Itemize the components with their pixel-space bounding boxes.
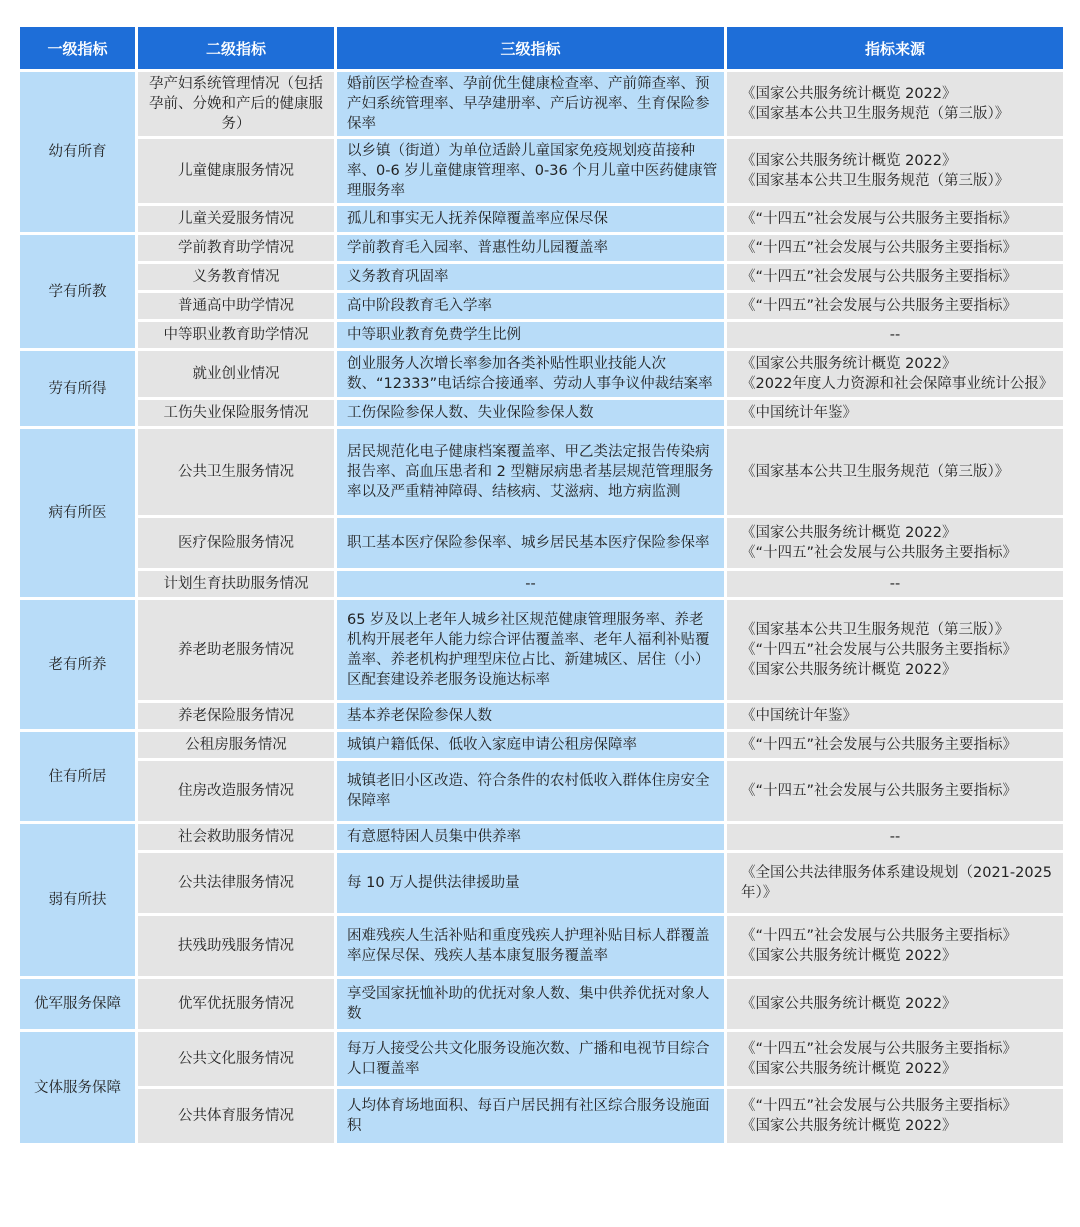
source-line: 《“十四五”社会发展与公共服务主要指标》	[741, 783, 1018, 799]
level3-cell: --	[337, 571, 724, 597]
source-cell	[727, 1089, 1063, 1143]
source-cell	[727, 824, 1063, 850]
table-row	[20, 824, 1063, 850]
table-row	[20, 72, 1063, 136]
source-cell	[727, 853, 1063, 913]
level2-cell: 养老助老服务情况	[138, 600, 334, 700]
table-row	[20, 264, 1063, 290]
source-line: --	[889, 327, 901, 343]
source-cell	[727, 322, 1063, 348]
level2-cell: 公共法律服务情况	[138, 853, 334, 913]
level3-cell: 每 10 万人提供法律援助量	[337, 853, 724, 913]
table-row	[20, 703, 1063, 729]
level3-cell: 中等职业教育免费学生比例	[337, 322, 724, 348]
source-cell	[727, 916, 1063, 976]
level3-cell: 孤儿和事实无人抚养保障覆盖率应保尽保	[337, 206, 724, 232]
level2-cell: 社会救助服务情况	[138, 824, 334, 850]
source-line: 《国家公共服务统计概览 2022》	[741, 662, 957, 678]
source-line: 《国家基本公共卫生服务规范（第三版）》	[741, 106, 1010, 122]
level2-cell: 优军优抚服务情况	[138, 979, 334, 1029]
source-cell	[727, 293, 1063, 319]
level2-cell: 孕产妇系统管理情况（包括孕前、分娩和产后的健康服务）	[138, 72, 334, 136]
source-line: 《2022年度人力资源和社会保障事业统计公报》	[741, 376, 1054, 392]
level2-cell: 就业创业情况	[138, 351, 334, 397]
table-row	[20, 293, 1063, 319]
source-cell	[727, 429, 1063, 515]
level1-cell: 老有所养	[20, 600, 135, 729]
header-level1: 一级指标	[20, 27, 135, 69]
level2-cell: 儿童关爱服务情况	[138, 206, 334, 232]
level2-cell: 学前教育助学情况	[138, 235, 334, 261]
level3-cell: 65 岁及以上老年人城乡社区规范健康管理服务率、养老机构开展老年人能力综合评估覆盖率、老年人福利补贴覆盖率、养老机构护理型床位占比、新建城区、居住（小）区配套建设养老服务设施达标率	[337, 600, 724, 700]
level1-cell: 病有所医	[20, 429, 135, 597]
table-row	[20, 600, 1063, 700]
source-line: 《国家基本公共卫生服务规范（第三版）》	[741, 173, 1010, 189]
table-body	[20, 72, 1063, 1143]
source-line: 《“十四五”社会发展与公共服务主要指标》	[741, 1098, 1018, 1114]
level3-cell: 居民规范化电子健康档案覆盖率、甲乙类法定报告传染病报告率、高血压患者和 2 型糖尿病患者基层规范管理服务率以及严重精神障碍、结核病、艾滋病、地方病监测	[337, 429, 724, 515]
source-cell	[727, 139, 1063, 203]
table-row	[20, 979, 1063, 1029]
level1-cell: 幼有所育	[20, 72, 135, 232]
table-row	[20, 1032, 1063, 1086]
table-row	[20, 400, 1063, 426]
level2-cell: 公共体育服务情况	[138, 1089, 334, 1143]
level3-cell: 城镇户籍低保、低收入家庭申请公租房保障率	[337, 732, 724, 758]
level2-cell: 儿童健康服务情况	[138, 139, 334, 203]
level2-cell: 中等职业教育助学情况	[138, 322, 334, 348]
level2-cell: 住房改造服务情况	[138, 761, 334, 821]
source-line: 《“十四五”社会发展与公共服务主要指标》	[741, 269, 1018, 285]
table-row	[20, 206, 1063, 232]
source-line: 《国家公共服务统计概览 2022》	[741, 525, 957, 541]
level3-cell: 工伤保险参保人数、失业保险参保人数	[337, 400, 724, 426]
source-line: 《“十四五”社会发展与公共服务主要指标》	[741, 545, 1018, 561]
table-row	[20, 853, 1063, 913]
source-cell	[727, 979, 1063, 1029]
table-row	[20, 916, 1063, 976]
header-level2: 二级指标	[138, 27, 334, 69]
source-cell	[727, 264, 1063, 290]
header-source: 指标来源	[727, 27, 1063, 69]
level2-cell: 义务教育情况	[138, 264, 334, 290]
source-line: 《“十四五”社会发展与公共服务主要指标》	[741, 928, 1018, 944]
level2-cell: 扶残助残服务情况	[138, 916, 334, 976]
source-cell	[727, 732, 1063, 758]
table-row	[20, 139, 1063, 203]
source-line: --	[889, 829, 901, 845]
level1-cell: 文体服务保障	[20, 1032, 135, 1143]
table-row	[20, 732, 1063, 758]
table-header-row	[20, 27, 1063, 69]
source-cell	[727, 761, 1063, 821]
source-line: 《“十四五”社会发展与公共服务主要指标》	[741, 298, 1018, 314]
level2-cell: 公共文化服务情况	[138, 1032, 334, 1086]
source-line: 《国家公共服务统计概览 2022》	[741, 356, 957, 372]
level3-cell: 享受国家抚恤补助的优抚对象人数、集中供养优抚对象人数	[337, 979, 724, 1029]
level2-cell: 医疗保险服务情况	[138, 518, 334, 568]
level2-cell: 普通高中助学情况	[138, 293, 334, 319]
source-line: 《“十四五”社会发展与公共服务主要指标》	[741, 211, 1018, 227]
level1-cell: 学有所教	[20, 235, 135, 348]
source-cell	[727, 72, 1063, 136]
source-line: 《“十四五”社会发展与公共服务主要指标》	[741, 642, 1018, 658]
level3-cell: 学前教育毛入园率、普惠性幼儿园覆盖率	[337, 235, 724, 261]
level1-cell: 劳有所得	[20, 351, 135, 426]
table-row	[20, 571, 1063, 597]
source-cell	[727, 206, 1063, 232]
source-cell	[727, 235, 1063, 261]
source-line: 《中国统计年鉴》	[741, 405, 857, 421]
level3-cell: 以乡镇（街道）为单位适龄儿童国家免疫规划疫苗接种率、0-6 岁儿童健康管理率、0-36 个月儿童中医药健康管理服务率	[337, 139, 724, 203]
level1-cell: 住有所居	[20, 732, 135, 821]
source-cell	[727, 571, 1063, 597]
header-level3: 三级指标	[337, 27, 724, 69]
level3-cell: 每万人接受公共文化服务设施次数、广播和电视节目综合人口覆盖率	[337, 1032, 724, 1086]
source-cell	[727, 703, 1063, 729]
source-line: 《国家公共服务统计概览 2022》	[741, 86, 957, 102]
level3-cell: 困难残疾人生活补贴和重度残疾人护理补贴目标人群覆盖率应保尽保、残疾人基本康复服务覆盖率	[337, 916, 724, 976]
source-line: --	[889, 576, 901, 592]
level2-cell: 公共卫生服务情况	[138, 429, 334, 515]
level2-cell: 公租房服务情况	[138, 732, 334, 758]
source-line: 《“十四五”社会发展与公共服务主要指标》	[741, 1041, 1018, 1057]
level3-cell: 创业服务人次增长率参加各类补贴性职业技能人次数、“12333”电话综合接通率、劳动人事争议仲裁结案率	[337, 351, 724, 397]
source-cell	[727, 1032, 1063, 1086]
table-row	[20, 322, 1063, 348]
level3-cell: 高中阶段教育毛入学率	[337, 293, 724, 319]
level3-cell: 婚前医学检查率、孕前优生健康检查率、产前筛查率、预产妇系统管理率、早孕建册率、产后访视率、生育保险参保率	[337, 72, 724, 136]
level1-cell: 弱有所扶	[20, 824, 135, 976]
level3-cell: 义务教育巩固率	[337, 264, 724, 290]
source-line: 《国家公共服务统计概览 2022》	[741, 996, 957, 1012]
level3-cell: 有意愿特困人员集中供养率	[337, 824, 724, 850]
table-row	[20, 1089, 1063, 1143]
table-row	[20, 351, 1063, 397]
level1-cell: 优军服务保障	[20, 979, 135, 1029]
table-row	[20, 429, 1063, 515]
table-row	[20, 235, 1063, 261]
level3-cell: 人均体育场地面积、每百户居民拥有社区综合服务设施面积	[337, 1089, 724, 1143]
table-row	[20, 518, 1063, 568]
source-line: 《国家公共服务统计概览 2022》	[741, 1118, 957, 1134]
indicator-table	[17, 24, 1066, 1146]
source-cell	[727, 518, 1063, 568]
source-line: 《国家基本公共卫生服务规范（第三版）》	[741, 622, 1010, 638]
level2-cell: 工伤失业保险服务情况	[138, 400, 334, 426]
source-line: 《全国公共法律服务体系建设规划（2021-2025 年）》	[741, 865, 1053, 901]
source-line: 《国家公共服务统计概览 2022》	[741, 1061, 957, 1077]
source-line: 《国家基本公共卫生服务规范（第三版）》	[741, 464, 1010, 480]
level2-cell: 计划生育扶助服务情况	[138, 571, 334, 597]
source-line: 《国家公共服务统计概览 2022》	[741, 948, 957, 964]
source-line: 《中国统计年鉴》	[741, 708, 857, 724]
level3-cell: 基本养老保险参保人数	[337, 703, 724, 729]
source-cell	[727, 600, 1063, 700]
source-line: 《国家公共服务统计概览 2022》	[741, 153, 957, 169]
source-cell	[727, 351, 1063, 397]
source-line: 《“十四五”社会发展与公共服务主要指标》	[741, 737, 1018, 753]
table-row	[20, 761, 1063, 821]
level3-cell: 职工基本医疗保险参保率、城乡居民基本医疗保险参保率	[337, 518, 724, 568]
level2-cell: 养老保险服务情况	[138, 703, 334, 729]
source-line: 《“十四五”社会发展与公共服务主要指标》	[741, 240, 1018, 256]
source-cell	[727, 400, 1063, 426]
level3-cell: 城镇老旧小区改造、符合条件的农村低收入群体住房安全保障率	[337, 761, 724, 821]
